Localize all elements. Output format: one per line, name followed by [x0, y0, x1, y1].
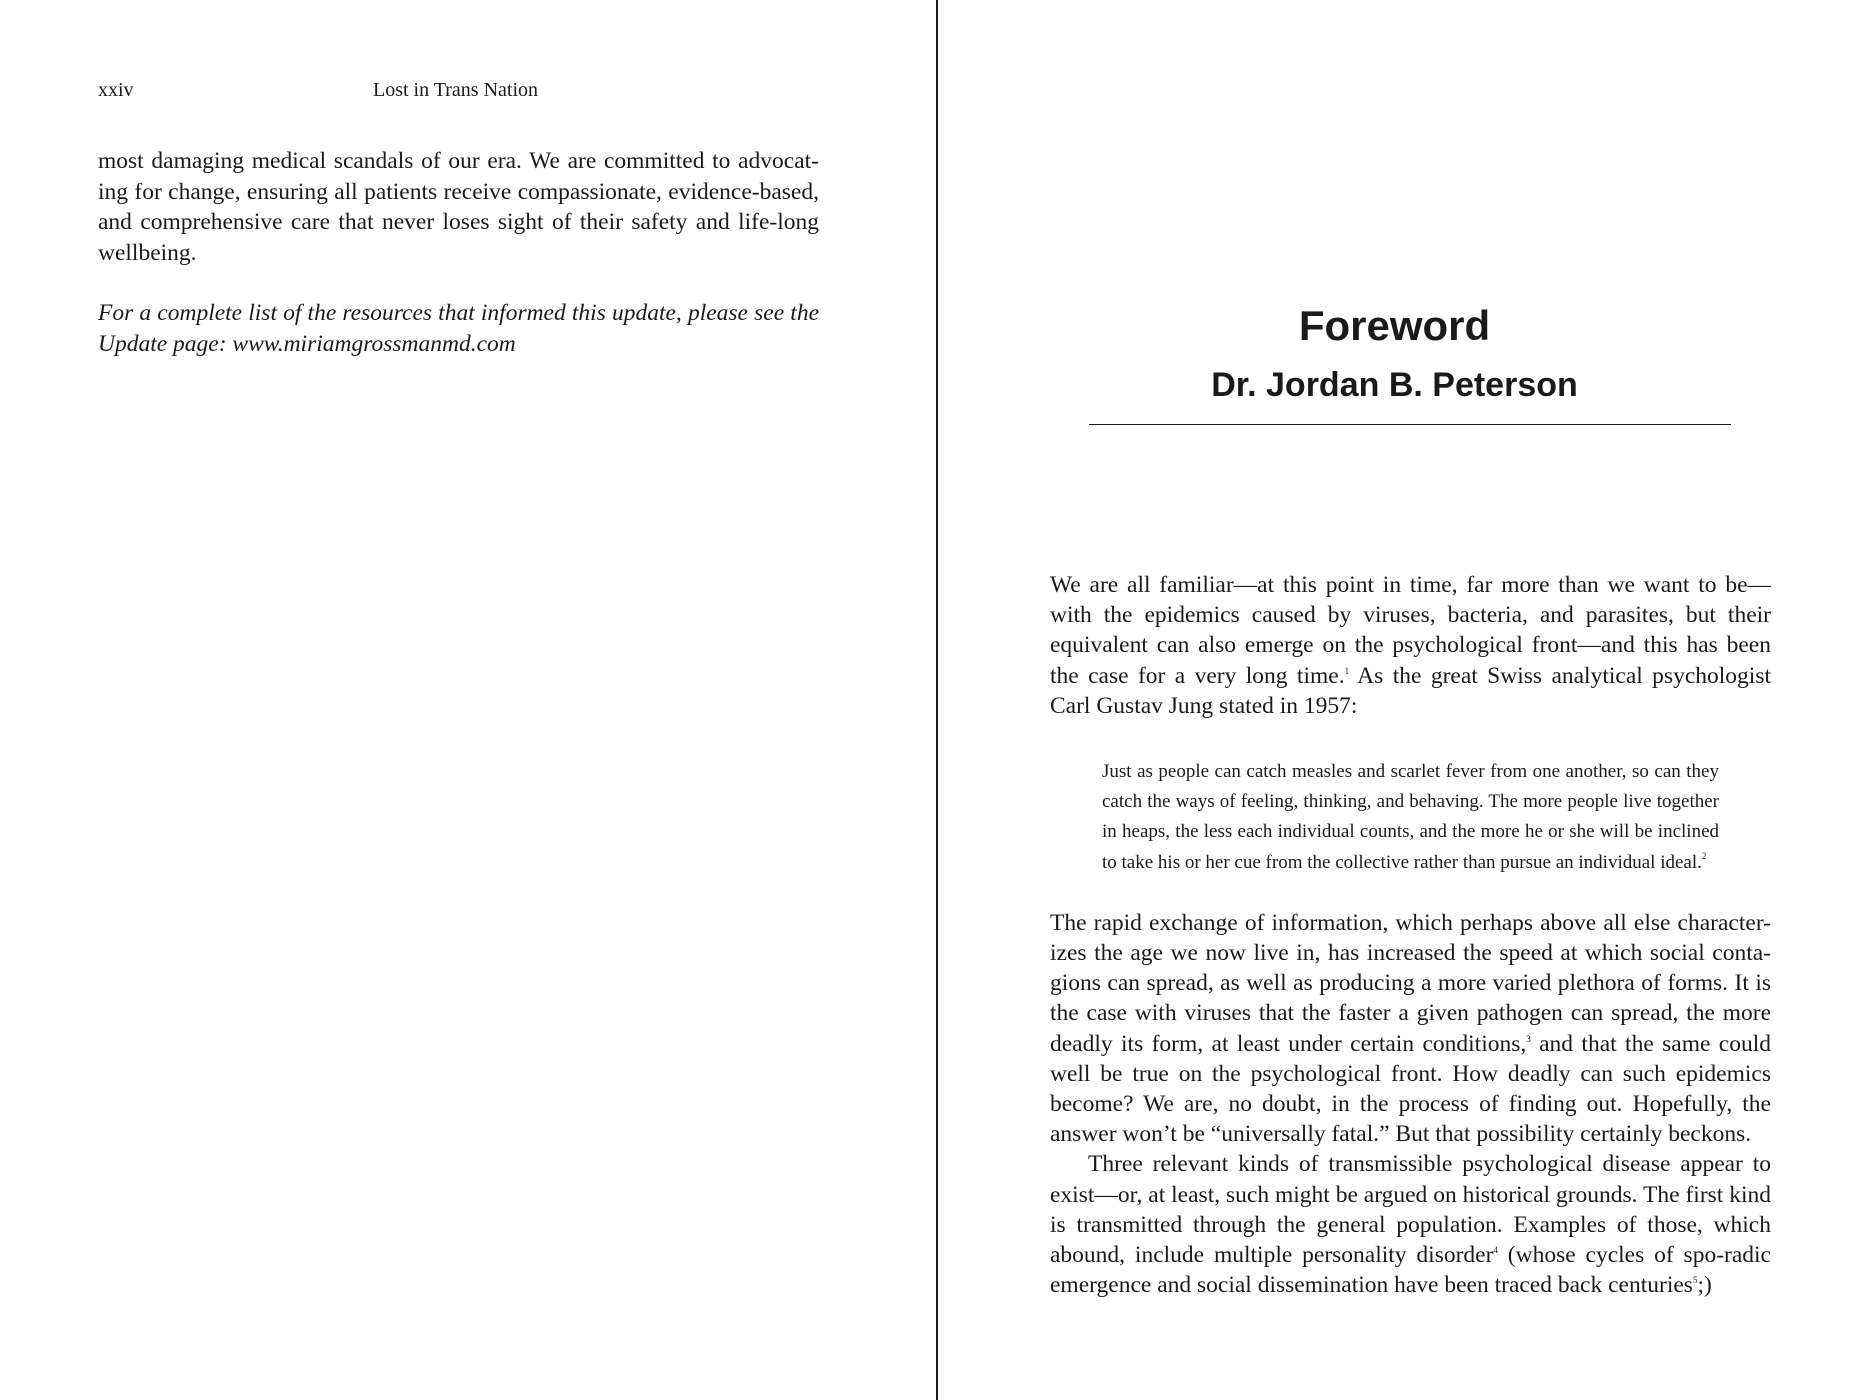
footnote-ref-3[interactable]: 3 [1526, 1033, 1531, 1044]
left-page-text [98, 146, 819, 359]
page-number: xxiv [98, 79, 134, 101]
chapter-title: Foreword [1298, 302, 1491, 349]
paragraph-2-text-b: and that the same could well be true on the psychological front. How deadly can such epidemics become? We are, no doubt, in the process of finding out. Hopefully, the answer won’t be “universally fatal.” But that possibility certainly beckons. [1050, 1030, 1771, 1148]
resources-note: For a complete list of the resources that informed this update, please see the Update page: www.miriamgrossmanmd.com [98, 300, 819, 357]
chapter-author: Dr. Jordan B. Peterson [1211, 366, 1578, 404]
footnote-ref-1[interactable]: 1 [1344, 665, 1350, 676]
paragraph-3-text-a: Three relevant kinds of transmissible psychological disease appear to exist—or, at least, such might be argued on historical grounds. The first kind is transmitted through the general population. Examples of those, which abound, include multiple personality disorder [1050, 1151, 1771, 1269]
paragraph-1-text-b: As the great Swiss analytical psychologist Carl Gustav Jung stated in 1957: [1050, 662, 1771, 719]
closing-paragraph: most damaging medical scandals of our era. We are committed to advocat-ing for change, ensuring all patients receive compassionate, evidence-based, and comprehensive care that never loses sight of their safety and life-long wellbeing. [98, 148, 819, 266]
title-rule [1089, 424, 1731, 425]
footnote-ref-2[interactable]: 2 [1701, 850, 1707, 861]
book-spine-divider [936, 0, 938, 1400]
footnote-ref-4[interactable]: 4 [1493, 1245, 1498, 1256]
paragraph-2 [1050, 908, 1771, 1150]
paragraph-3-text-c: ;) [1697, 1272, 1712, 1299]
paragraph-1 [1050, 570, 1771, 721]
foreword-body [1050, 570, 1771, 1300]
paragraph-1-text-a: We are all familiar—at this point in time, far more than we want to be—with the epidemics caused by viruses, bacteria, and parasites, but their equivalent can also emerge on the psychological front—and this has been the case for a very long time. [1050, 572, 1771, 689]
blockquote-text: Just as people can catch measles and scarlet fever from one another, so can they catch the ways of feeling, thinking, and behaving. The more people live together in heaps, the less each individual counts, and the more he or she will be inclined to take his or her cue from the collective rather than pursue an individual ideal. [1102, 761, 1719, 873]
running-head-book-title: Lost in Trans Nation [373, 79, 539, 101]
jung-blockquote [1102, 757, 1719, 878]
paragraph-3 [1050, 1149, 1771, 1300]
paragraph-2-text-a: The rapid exchange of information, which perhaps above all else character-izes the age we now live in, has increased the speed at which social conta-gions can spread, as well as producing a more varied plethora of forms. It is the case with viruses that the faster a given pathogen can spread, the more deadly its form, at least under certain conditions, [1050, 909, 1771, 1057]
right-page [939, 0, 1866, 1400]
paragraph-3-text-b: (whose cycles of spo-radic emergence and social dissemination have been traced back centuries [1050, 1242, 1771, 1299]
footnote-ref-5[interactable]: 5 [1692, 1275, 1698, 1286]
